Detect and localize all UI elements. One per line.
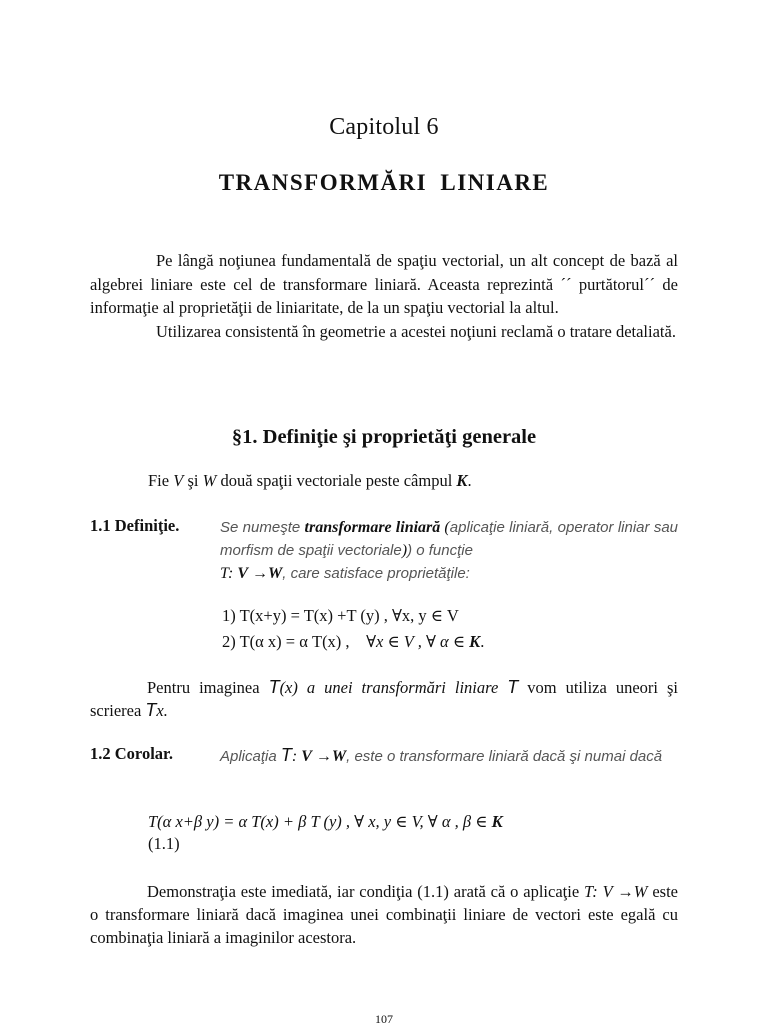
- equation-number: (1.1): [148, 834, 180, 853]
- equation-1-1: [148, 812, 503, 832]
- def-part-4a: ): [401, 542, 408, 559]
- proof-paragraph: [90, 880, 678, 949]
- premise-space-v: V: [173, 471, 184, 490]
- proof-a: Demonstraţia este imediată, iar condiţia (1.1) arată că o aplicaţie: [147, 882, 584, 901]
- corollary-w: W: [331, 748, 347, 765]
- notation-paragraph: [90, 676, 678, 722]
- definition-text: [220, 516, 678, 585]
- intro-paragraph-1: Pe lângă noţiunea fundamentală de spaţiu vectorial, un alt concept de bază al algebrei liniare este cel de transformare liniară. Aceasta reprezintă ´´ purtătorul´´ de informaţie al proprietăţii de liniaritate, de la un spaţiu vectorial la altul.: [90, 251, 678, 317]
- equation-body: T(α x+β y) = α T(x) + β T (y) , ∀ x, y ∈ V, ∀ α , β ∈: [148, 812, 492, 831]
- premise-middle: două spaţii vectoriale peste câmpul: [216, 471, 457, 490]
- corollary-part-1: Aplicaţia: [220, 748, 281, 765]
- notation-t2: T: [507, 677, 519, 697]
- corollary-part-2: , este o transformare liniară dacă şi numai dacă: [346, 748, 663, 765]
- corollary-t: T: [280, 745, 292, 765]
- intro-text: [90, 249, 678, 343]
- page-number: 107: [375, 1012, 393, 1026]
- notation-t3: T: [145, 700, 157, 720]
- notation-d: x.: [156, 701, 168, 720]
- corollary-colon: :: [291, 748, 302, 765]
- premise-prefix: Fie: [148, 471, 174, 490]
- def-map-colon: :: [228, 565, 238, 582]
- notation-c: vom utiliza uneori şi scrierea: [90, 678, 678, 720]
- def-part-5: , care satisface proprietăţile:: [282, 565, 470, 582]
- definition-label: 1.1 Definiţie.: [90, 516, 180, 535]
- property-2-field-k: K: [469, 632, 481, 651]
- chapter-label: Capitolul 6: [329, 114, 439, 140]
- def-map-v: V: [237, 565, 249, 582]
- property-1: 1) T(x+y) = T(x) +T (y) , ∀x, y ∈ V: [222, 606, 459, 625]
- property-2-left: 2) T(α x) = α T(x) ,: [222, 632, 350, 651]
- proof-map: T: V →W: [584, 882, 648, 901]
- corollary-arrow: →: [311, 748, 332, 765]
- proof-b: este o transformare liniară dacă imaginea unei combinaţii liniare de vectori este egală cu combinaţia liniară a imaginilor acestora.: [90, 882, 679, 947]
- notation-t1: T: [268, 677, 280, 697]
- definition-premise: [148, 471, 472, 491]
- property-2-quantifier: ∀x ∈ V , ∀ α ∈: [366, 632, 470, 651]
- corollary-v: V: [301, 748, 312, 765]
- def-part-1: Se numeşte: [220, 519, 305, 536]
- premise-space-w: W: [202, 471, 217, 490]
- property-2-end: .: [480, 632, 485, 651]
- def-part-2: (: [440, 519, 450, 536]
- section-title: §1. Definiţie şi proprietăţi generale: [231, 426, 537, 448]
- corollary-label: 1.2 Corolar.: [90, 744, 173, 763]
- intro-paragraph-2: Utilizarea consistentă în geometrie a acestei noţiuni reclamă o tratare detaliată.: [156, 321, 676, 341]
- corollary-text: [220, 744, 678, 768]
- premise-and: şi: [183, 471, 203, 490]
- equation-field-k: K: [491, 812, 503, 831]
- notation-b: (x) a unei transformări liniare: [279, 678, 508, 697]
- property-2: [222, 632, 484, 652]
- def-map-w: W: [268, 565, 283, 582]
- def-term: transformare liniară: [304, 519, 441, 536]
- notation-a: Pentru imaginea: [147, 678, 269, 697]
- def-part-3: aplicaţie liniară, operator liniar sau morfism de spaţii vectoriale: [220, 519, 679, 559]
- def-part-4: ) o funcţie: [407, 542, 473, 559]
- premise-field-k: K: [456, 471, 468, 490]
- premise-end: .: [467, 471, 472, 490]
- def-map-t: T: [220, 565, 229, 582]
- def-map-arrow: →: [248, 565, 269, 582]
- chapter-title: TRANSFORMĂRI LINIARE: [218, 170, 550, 195]
